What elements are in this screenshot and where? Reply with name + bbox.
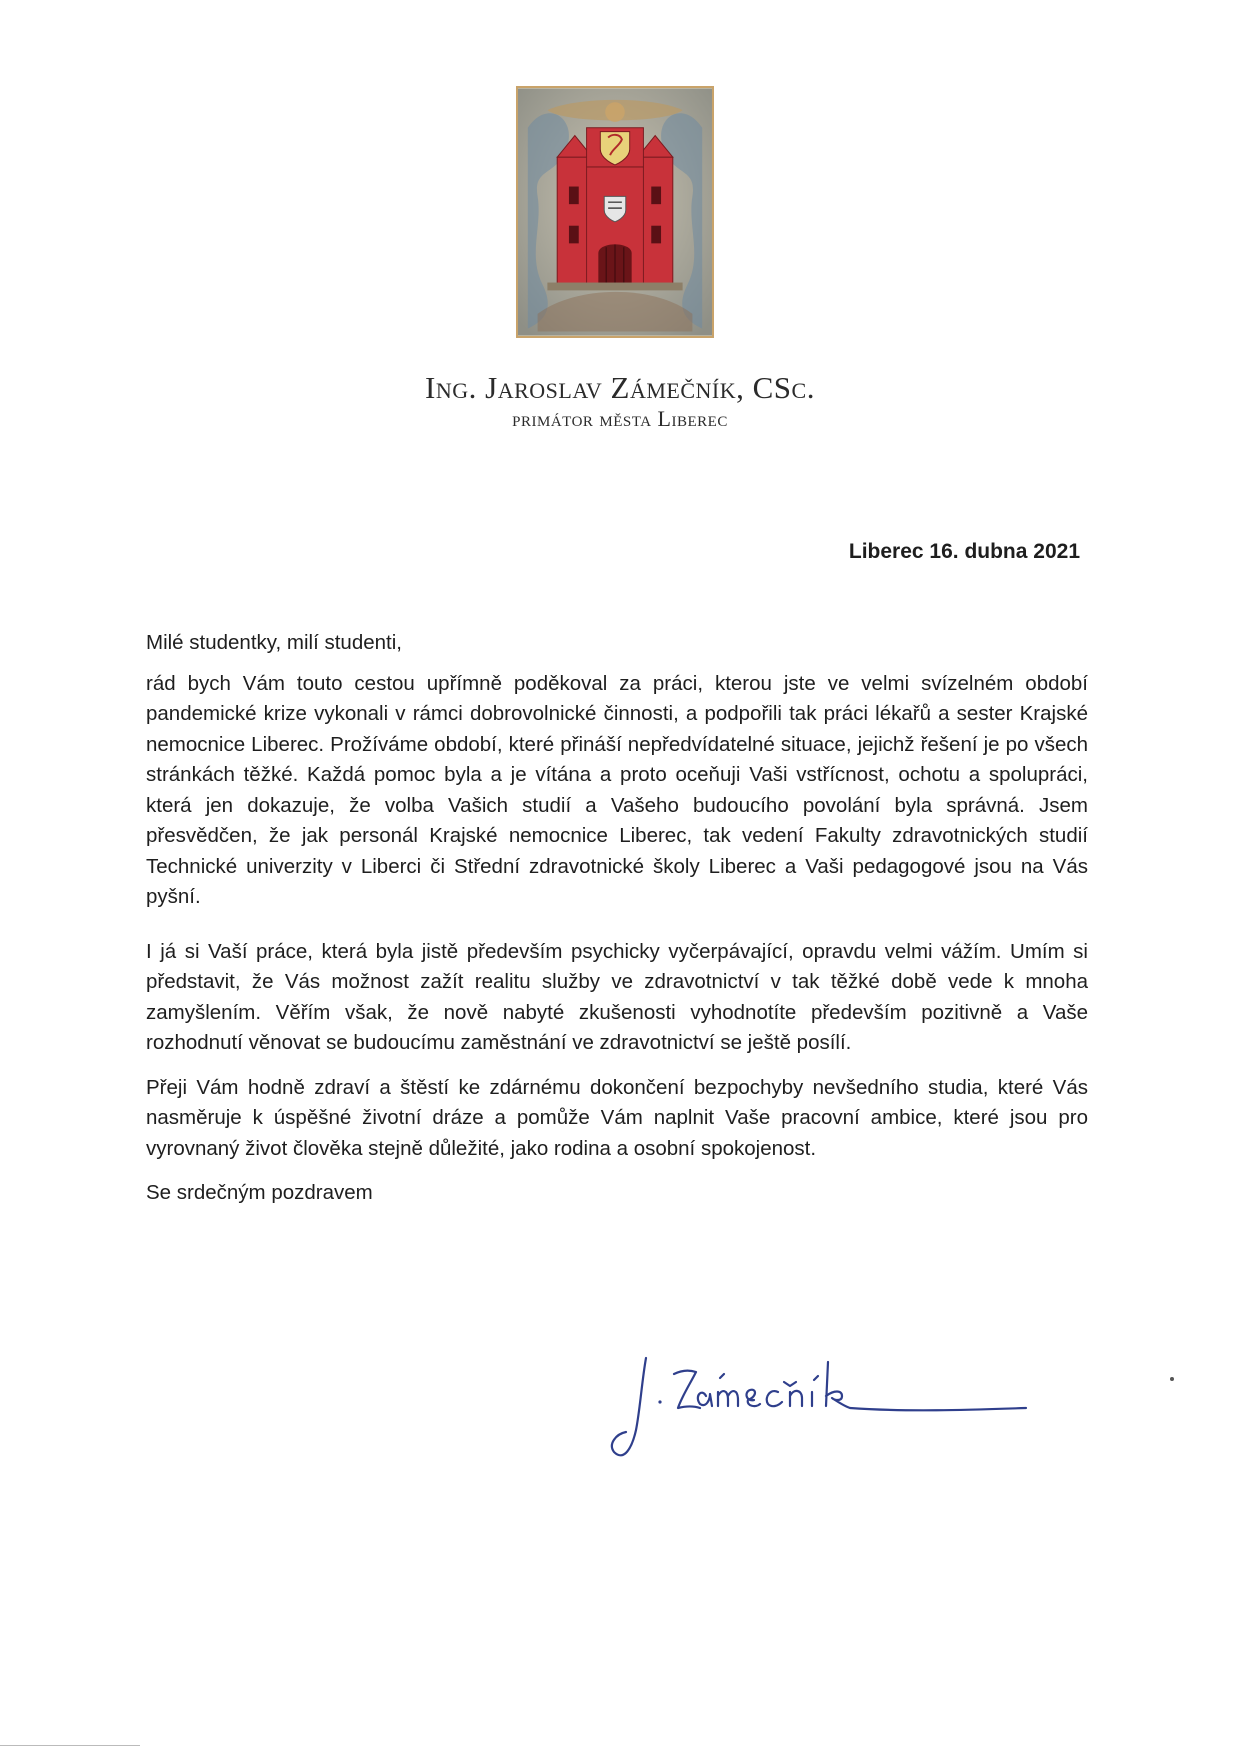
coat-of-arms-emblem <box>516 86 714 338</box>
stray-mark <box>1170 1377 1174 1381</box>
paragraph: Přeji Vám hodně zdraví a štěstí ke zdárnému dokončení bezpochyby nevšedního studia, které Vás nasměruje k úspěšné životní dráze a pomůže Vám naplnit Vaše pracovní ambice, které jsou pro vyrovnaný život člověka stejně důležité, jako rodina a osobní spokojenost. <box>146 1075 1088 1160</box>
paragraph: rád bych Vám touto cestou upřímně poděkoval za práci, kterou jste ve velmi svízelném období pandemické krize vykonali v rámci dobrovolnické činnosti, a podpořili tak práci lékařů a sester Krajské nemocnice Liberec. Prožíváme období, které přináší nepředvídatelné situace, jejichž řešení je po všech stránkách těžké. Každá pomoc byla a je vítána a proto oceňuji Vaši vstřícnost, ochotu a spolupráci, která jen dokazuje, že volba Vašich studií a Vašeho budoucího povolání byla správná. Jsem přesvědčen, že jak personál Krajské nemocnice Liberec, tak vedení Fakulty zdravotnických studií Technické univerzity v Liberci či Střední zdravotnické školy Liberec a Vaši pedagogové jsou na Vás pyšní. <box>146 671 1088 908</box>
sender-name: Ing. Jaroslav Zámečník, CSc. <box>425 370 815 405</box>
letter-body <box>146 628 1088 1209</box>
scan-edge-line <box>0 1745 140 1746</box>
salutation: Milé studentky, milí studenti, <box>146 631 402 654</box>
sender-title: primátor města Liberec <box>512 406 728 431</box>
handwritten-signature <box>606 1340 1076 1480</box>
paragraph: I já si Vaší práce, která byla jistě především psychicky vyčerpávající, opravdu velmi vážím. Umím si představit, že Vás možnost zažít realitu služby ve zdravotnictví v tak těžké době vede k mnoha zamyšlením. Věřím však, že nově nabyté zkušenosti vyhodnotíte především pozitivně a Vaše rozhodnutí věnovat se budoucímu zaměstnání ve zdravotnictví se ještě posílí. <box>146 939 1088 1054</box>
letter-date: Liberec 16. dubna 2021 <box>848 540 1080 563</box>
closing: Se srdečným pozdravem <box>146 1181 373 1204</box>
